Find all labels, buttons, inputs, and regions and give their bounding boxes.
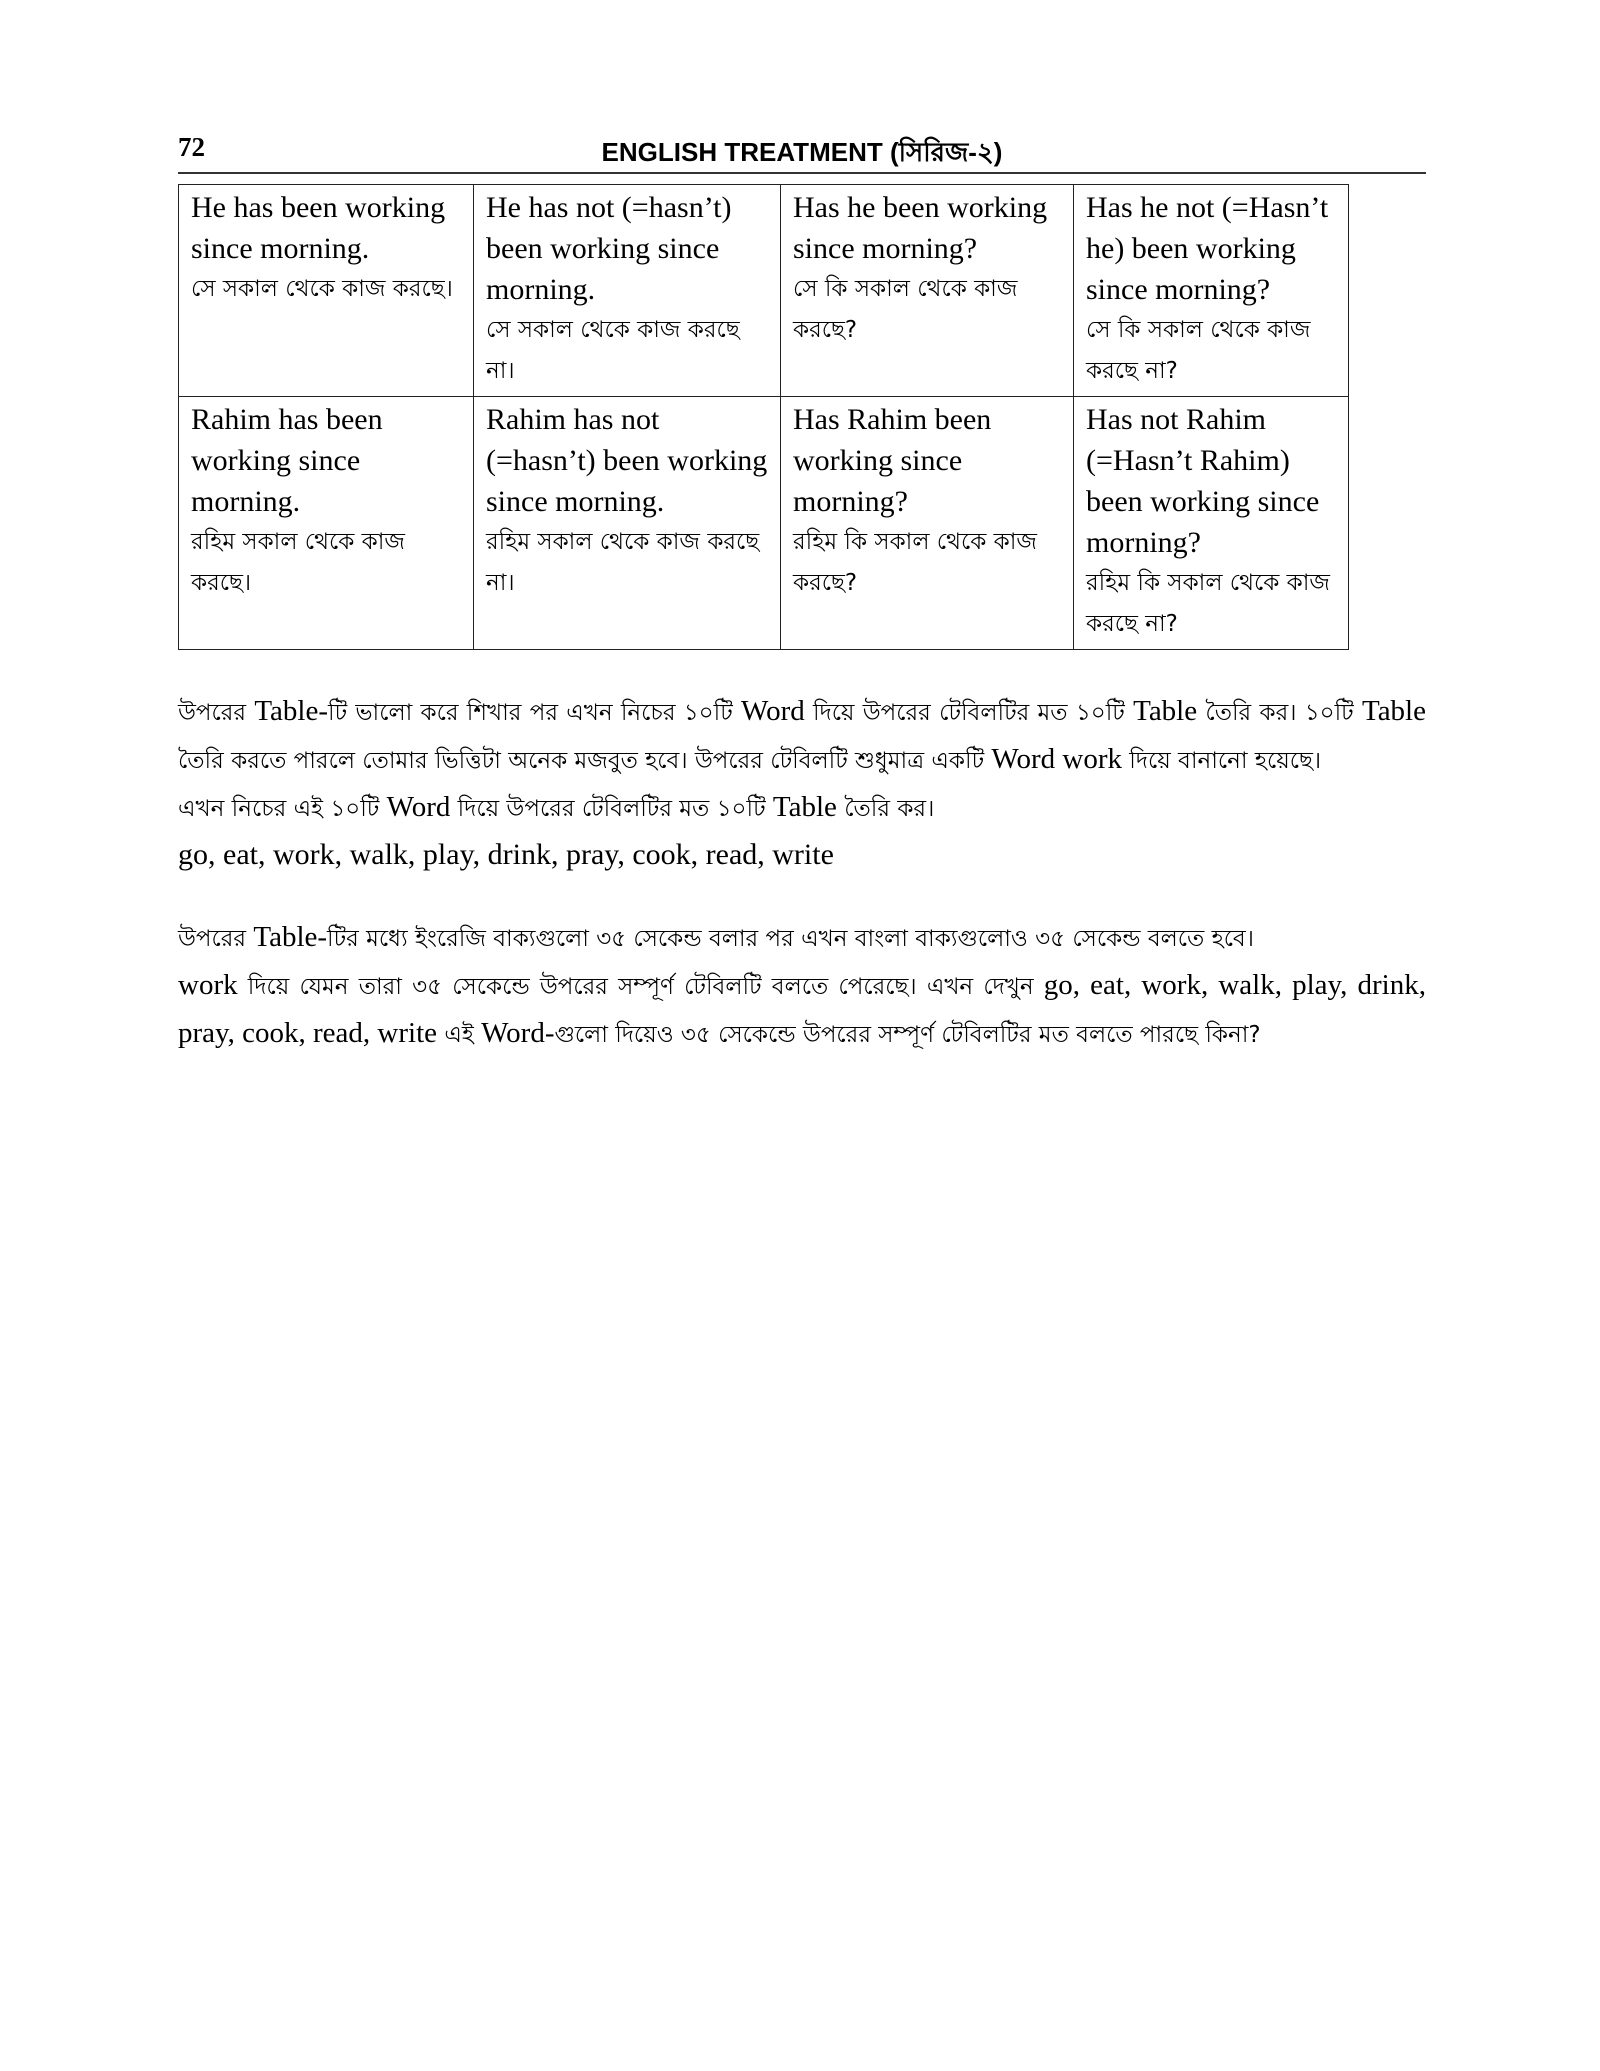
table-row [179, 397, 1349, 650]
text-run: টির মধ্যে ইংরেজি বাক্যগুলো ৩৫ সেকেন্ড বলার পর এখন বাংলা বাক্যগুলোও ৩৫ সেকেন্ড বলতে হবে। [327, 926, 1254, 952]
instruction-paragraph-3 [178, 914, 1426, 962]
text-run: উপরের [178, 926, 254, 952]
text-run: go, eat, work, walk, play, drink, pray, cook, read, write [178, 969, 1426, 1049]
text-run: এখন নিচের এই ১০টি [178, 796, 387, 822]
english-sentence: Has not Rahim (=Hasn’t Rahim) been working since morning? [1086, 403, 1320, 559]
text-run: দিয়ে বানানো হয়েছে। [1121, 748, 1322, 774]
table-cell-affirmative [179, 185, 474, 397]
text-run: দিয়ে যেমন তারা ৩৫ সেকেন্ডে উপরের সম্পূর্ণ টেবিলটি বলতে পেরেছে। এখন দেখুন [237, 974, 1044, 1000]
text-run: Table- [254, 695, 329, 727]
bangla-sentence: সে কি সকাল থেকে কাজ করছে না? [1086, 317, 1311, 384]
text-run: তৈরি করতে পারলে তোমার ভিত্তিটা অনেক মজবুত হবে। উপরের টেবিলটি শুধুমাত্র একটি [178, 748, 992, 774]
text-run: তৈরি কর। ১০টি [1197, 700, 1362, 726]
instruction-paragraph-2 [178, 784, 1426, 832]
text-run: Word- [481, 1017, 555, 1049]
table-cell-interrogative [781, 397, 1074, 650]
bangla-sentence: সে কি সকাল থেকে কাজ করছে? [793, 276, 1018, 343]
table-cell-negative [474, 185, 781, 397]
bangla-sentence: রহিম সকাল থেকে কাজ করছে। [191, 529, 406, 596]
english-sentence: Rahim has been working since morning. [191, 403, 383, 518]
text-run: Table [772, 791, 837, 823]
tense-table [178, 184, 1349, 650]
text-run: দিয়ে উপরের টেবিলটির মত ১০টি [804, 700, 1134, 726]
bangla-sentence: রহিম কি সকাল থেকে কাজ করছে না? [1086, 570, 1330, 637]
english-sentence: Has he not (=Hasn’t he) been working since morning? [1086, 191, 1329, 306]
table-cell-interrogative [781, 185, 1074, 397]
text-run: উপরের [178, 700, 255, 726]
text-run: এই [437, 1022, 482, 1048]
instruction-paragraph-1 [178, 688, 1426, 784]
text-run: দিয়ে উপরের টেবিলটির মত ১০টি [450, 796, 773, 822]
text-run: Table [1133, 695, 1198, 727]
english-sentence: Has Rahim been working since morning? [793, 403, 992, 518]
english-sentence: Has he been working since morning? [793, 191, 1048, 265]
bangla-sentence: সে সকাল থেকে কাজ করছে। [191, 276, 453, 302]
english-sentence: He has been working since morning. [191, 191, 446, 265]
text-run: work [178, 969, 238, 1001]
table-cell-negative [474, 397, 781, 650]
page-header [178, 128, 1426, 174]
text-run: Word [741, 695, 805, 727]
bangla-sentence: সে সকাল থেকে কাজ করছে না। [486, 317, 740, 384]
page [178, 128, 1426, 1058]
instruction-paragraph-4 [178, 962, 1426, 1058]
text-run: Word work [991, 743, 1122, 775]
table-cell-negative-interrogative [1074, 397, 1349, 650]
english-sentence: Rahim has not (=hasn’t) been working since morning. [486, 403, 768, 518]
table-row [179, 185, 1349, 397]
table-cell-affirmative [179, 397, 474, 650]
text-run: টি ভালো করে শিখার পর এখন নিচের ১০টি [328, 700, 742, 726]
text-run: Table- [253, 921, 328, 953]
bangla-sentence: রহিম কি সকাল থেকে কাজ করছে? [793, 529, 1037, 596]
text-run: গুলো দিয়েও ৩৫ সেকেন্ডে উপরের সম্পূর্ণ টেবিলটির মত বলতে পারছে কিনা? [554, 1022, 1261, 1048]
word-list: go, eat, work, walk, play, drink, pray, cook, read, write [178, 838, 834, 871]
english-sentence: He has not (=hasn’t) been working since morning. [486, 191, 732, 306]
text-run: Table [1362, 695, 1426, 727]
table-cell-negative-interrogative [1074, 185, 1349, 397]
text-run: Word [386, 791, 451, 823]
book-title: ENGLISH TREATMENT (সিরিজ-২) [601, 137, 1003, 167]
page-number: 72 [178, 132, 205, 162]
text-run: তৈরি কর। [836, 796, 935, 822]
bangla-sentence: রহিম সকাল থেকে কাজ করছে না। [486, 529, 760, 596]
